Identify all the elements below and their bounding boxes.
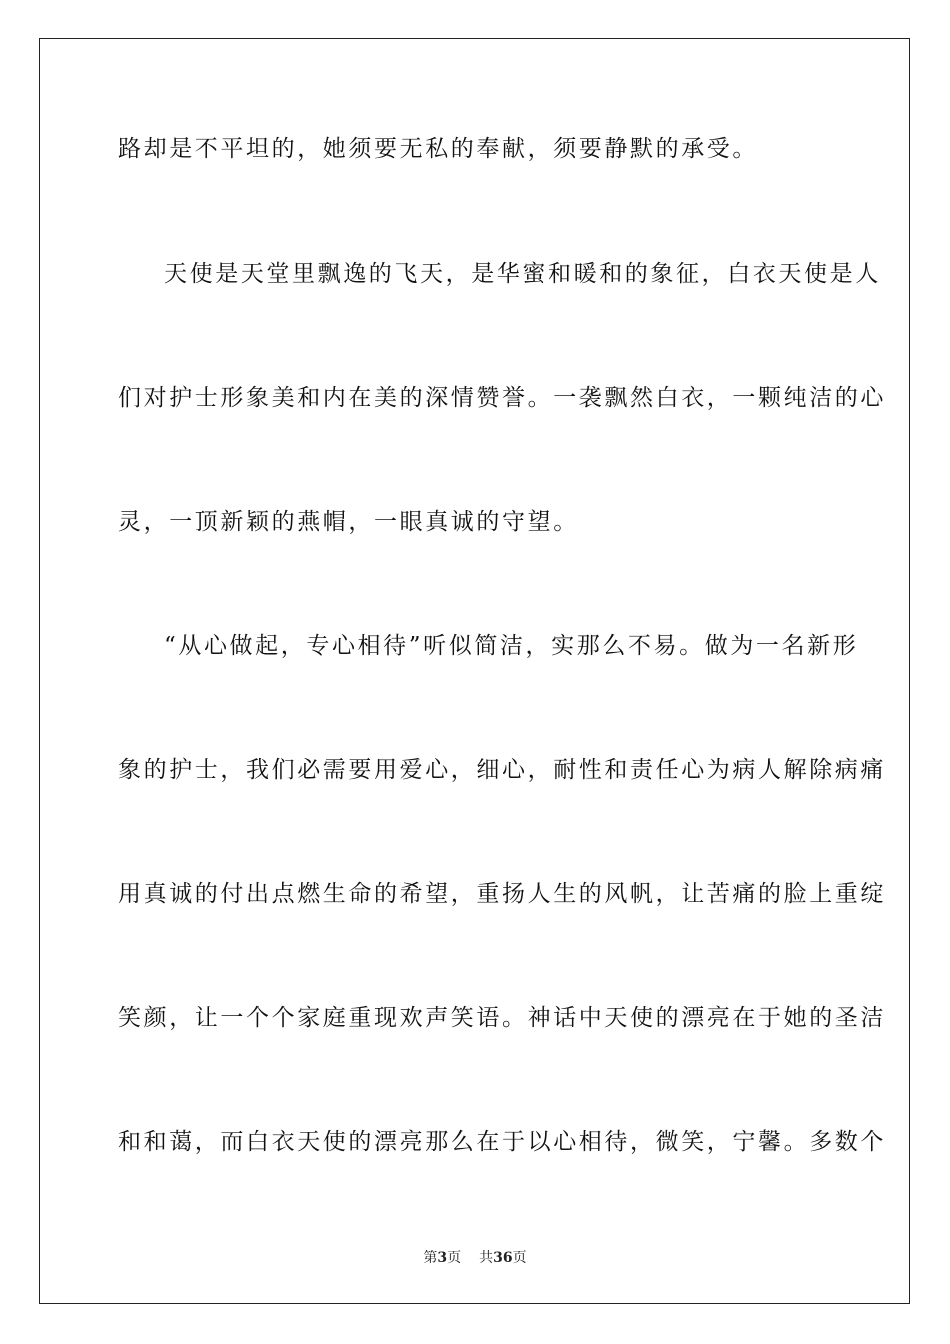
text-line-6: 象的护士，我们必需要用爱心，细心，耐性和责任心为病人解除病痛 — [118, 757, 886, 783]
text-line-5: “从心做起，专心相待”听似简洁，实那么不易。做为一名新形 — [164, 633, 859, 659]
page-footer — [0, 1249, 950, 1267]
text-line-8: 笑颜，让一个个家庭重现欢声笑语。神话中天使的漂亮在于她的圣洁 — [118, 1005, 886, 1031]
text-line-3: 们对护士形象美和内在美的深情赞誉。一袭飘然白衣，一颗纯洁的心 — [118, 385, 886, 411]
page-current-number: 3 — [437, 1250, 448, 1266]
total-suffix: 页 — [512, 1250, 527, 1266]
page-suffix: 页 — [447, 1250, 462, 1266]
page-prefix: 第 — [423, 1250, 438, 1266]
text-line-1: 路却是不平坦的，她须要无私的奉献，须要静默的承受。 — [118, 136, 758, 162]
page-total-number: 36 — [493, 1250, 513, 1266]
page-border — [39, 38, 910, 1304]
text-line-4: 灵，一顶新颖的燕帽，一眼真诚的守望。 — [118, 509, 579, 535]
total-prefix: 共 — [479, 1250, 494, 1266]
text-line-9: 和和蔼，而白衣天使的漂亮那么在于以心相待，微笑，宁馨。多数个 — [118, 1129, 886, 1155]
text-line-7: 用真诚的付出点燃生命的希望，重扬人生的风帆，让苦痛的脸上重绽 — [118, 881, 886, 907]
text-line-2: 天使是天堂里飘逸的飞天，是华蜜和暖和的象征，白衣天使是人 — [164, 261, 881, 287]
